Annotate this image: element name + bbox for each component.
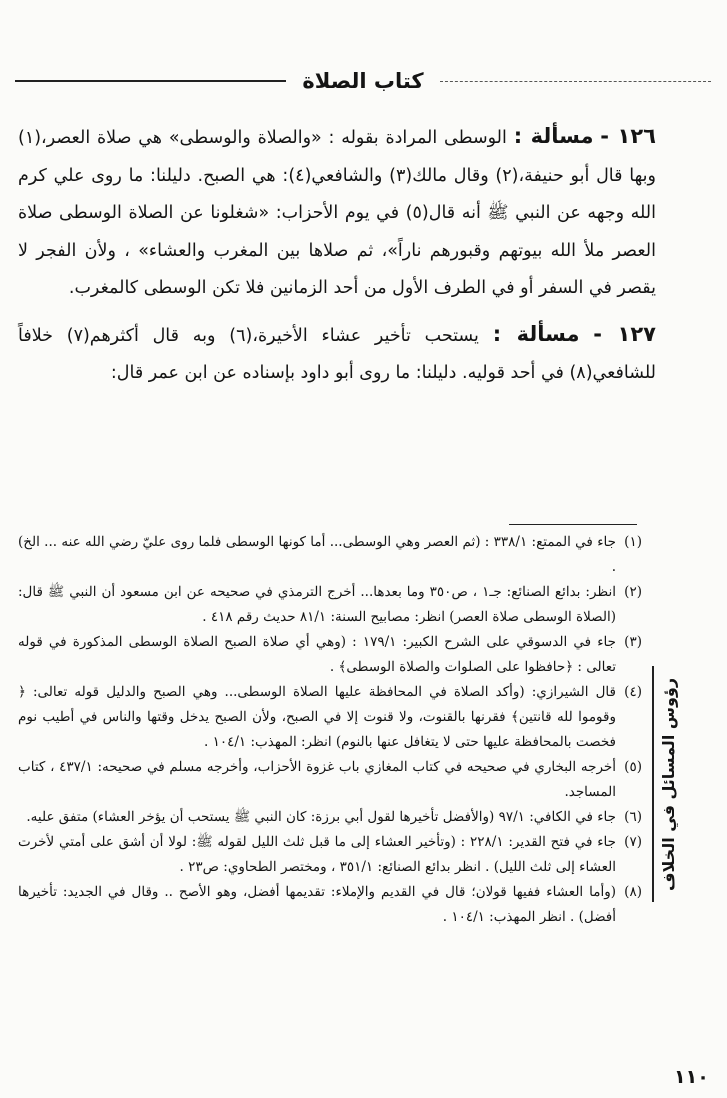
issue-text: يستحب تأخير عشاء الأخيرة،(٦) وبه قال أكثرهم(٧) خلافاً للشافعي(٨) في أحد قوليه. دليلنا: ما روى أبو داود بإسناده عن ابن عمر قال: bbox=[18, 325, 656, 383]
footnote-number: (٧) bbox=[624, 834, 642, 850]
footnote-number: (٥) bbox=[624, 759, 642, 775]
footnote-separator bbox=[509, 524, 637, 525]
footnote-text: أخرجه البخاري في صحيحه في كتاب المغازي باب غزوة الأحزاب، وأخرجه مسلم في صحيحه: ٤٣٧/١ ، كتاب المساجد. bbox=[18, 759, 616, 800]
header-rule-right bbox=[440, 81, 711, 82]
footnote-number: (٦) bbox=[624, 809, 642, 825]
footnote-text: جاء في الدسوقي على الشرح الكبير: ١٧٩/١ : (وهي أي صلاة الصبح الصلاة الوسطى المذكورة في قوله تعالى : ﴿حافظوا على الصلوات والصلاة الوسطى﴾ . bbox=[18, 634, 616, 675]
footnote-text: (وأما العشاء ففيها قولان؛ قال في القديم والإملاء: تقديمها أفضل، وهو الأصح .. وقال في الجديد: تأخيرها أفضل) . انظر المهذب: ١٠٤/١ . bbox=[18, 884, 616, 925]
issue-label: مسألة : bbox=[492, 321, 580, 346]
footnote-number: (٨) bbox=[624, 884, 642, 900]
footnote bbox=[18, 805, 642, 830]
footnote bbox=[18, 530, 642, 580]
footnote-text: جاء في فتح القدير: ٢٢٨/١ : (وتأخير العشاء إلى ما قبل ثلث الليل لقوله ﷺ: لولا أن أشق على أمتي لأخرت العشاء إلى ثلث الليل) . انظر بدائع الصنائع: ٣٥١/١ ، ومختصر الطحاوي: ص٢٣ . bbox=[18, 834, 617, 875]
footnote-text: جاء في الممتع: ٣٣٨/١ : (ثم العصر وهي الوسطى... أما كونها الوسطى فلما روى عليّ رضي الله عنه ... الخ) . bbox=[18, 534, 616, 575]
footnote-number: (٢) bbox=[624, 584, 642, 600]
issue-number: ١٢٧ - bbox=[593, 321, 656, 346]
chapter-title: كتاب الصلاة bbox=[302, 69, 424, 93]
issue-text: الوسطى المرادة بقوله : «والصلاة والوسطى» هي صلاة العصر،(١) وبها قال أبو حنيفة،(٢) وقال مالك(٣) والشافعي(٤): هي الصبح. دليلنا: ما روى علي كرم الله وجهه عن النبي ﷺ أنه قال(٥) في يوم الأحزاب: «شغلونا عن الصلاة الوسطى صلاة العصر ملأ الله بيوتهم وقبورهم ناراً»، ثم صلاها بين المغرب والعشاء» ، ولأن الفجر لا يقصر في السفر أو في الطرف الأول من أحد الزمانين فلا تكن الوسطى كالمغرب. bbox=[18, 128, 657, 298]
footnotes bbox=[18, 530, 642, 930]
side-title-text: رؤوس المسائل في الخلاف bbox=[659, 677, 679, 891]
footnote-number: (١) bbox=[624, 534, 642, 550]
issue-paragraph bbox=[18, 118, 656, 308]
side-running-title bbox=[652, 666, 684, 902]
footnote-text: جاء في الكافي: ٩٧/١ (والأفضل تأخيرها لقول أبي برزة: كان النبي ﷺ يستحب أن يؤخر العشاء) متفق عليه. bbox=[26, 809, 616, 825]
page-number: ١١٠ bbox=[674, 1066, 709, 1088]
footnote-number: (٣) bbox=[624, 634, 642, 650]
footnote bbox=[18, 630, 642, 680]
footnote-text: قال الشيرازي: (وأكد الصلاة في المحافظة عليها الصلاة الوسطى... وهي الصبح والدليل قوله تعالى: ﴿ وقوموا لله قانتين﴾ فقرنها بالقنوت، ولا قنوت إلا في الصبح، ولأن الصبح يدخل وقتها والناس في أطيب نوم فخصت بالمحافظة عليها حتى لا يتغافل عنها بالنوم) انظر: المهذب: ١٠٤/١ . bbox=[18, 684, 616, 750]
footnote bbox=[18, 880, 642, 930]
footnote bbox=[18, 755, 642, 805]
header-rule-left bbox=[15, 80, 286, 82]
issue-number: ١٢٦ - bbox=[600, 124, 656, 148]
footnote-text: انظر: بدائع الصنائع: جـ١ ، ص٣٥٠ وما بعدها... أخرج الترمذي في صحيحه عن ابن مسعود أن النبي ﷺ قال: (الصلاة الوسطى صلاة العصر) انظر: مصابيح السنة: ٨١/١ حديث رقم ٤١٨ . bbox=[18, 584, 616, 625]
main-text bbox=[18, 118, 656, 393]
running-header bbox=[5, 66, 721, 96]
issue-label: مسألة : bbox=[513, 124, 594, 148]
footnote-number: (٤) bbox=[624, 684, 642, 700]
footnote bbox=[18, 830, 642, 880]
footnote bbox=[18, 580, 642, 630]
issue-paragraph bbox=[18, 316, 656, 393]
footnote bbox=[18, 680, 642, 755]
